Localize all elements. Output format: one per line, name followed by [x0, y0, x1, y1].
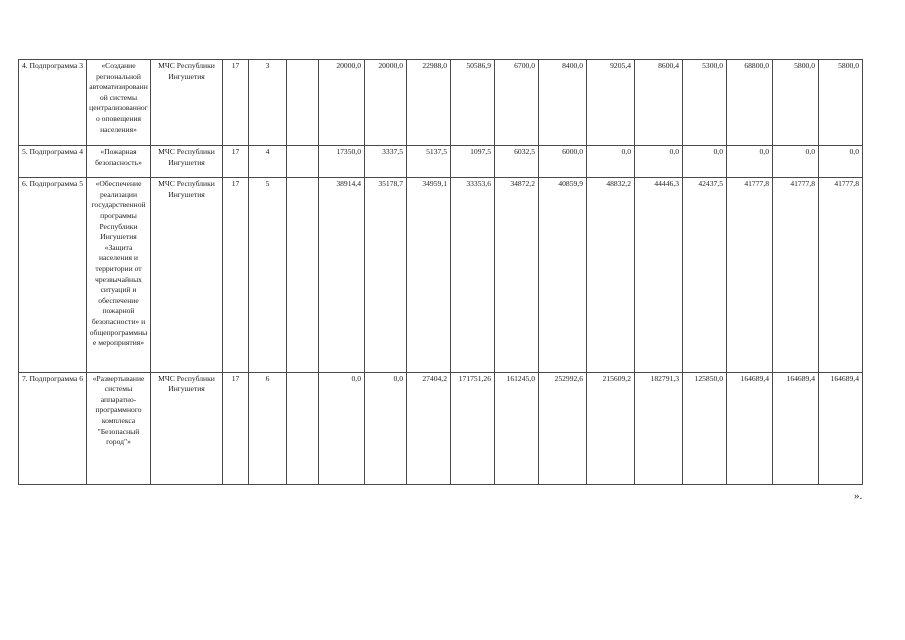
subprogram-name: 4. Подпрограмма 3 — [19, 60, 87, 146]
subprogram-title: «Развертывание системы аппаратно-программного комплекса "Безопасный город"» — [87, 372, 151, 484]
subprogram-title: «Обеспечение реализации государственной программы Республики Ингушетия «Защита населения и территории от чрезвычайных ситуаций и обеспечение пожарной безопасности» и общепрограммные мероприятия» — [87, 178, 151, 372]
value-cell: 5137,5 — [407, 146, 451, 178]
value-cell: 40859,9 — [539, 178, 587, 372]
value-cell: 41777,8 — [727, 178, 773, 372]
value-cell: 0,0 — [365, 372, 407, 484]
code-cell: 17 — [223, 178, 249, 372]
table-row — [19, 372, 863, 484]
value-cell: 164689,4 — [819, 372, 863, 484]
value-cell: 27404,2 — [407, 372, 451, 484]
value-cell: 34959,1 — [407, 178, 451, 372]
value-cell: 50586,9 — [451, 60, 495, 146]
value-cell: 17350,0 — [319, 146, 365, 178]
value-cell: 1097,5 — [451, 146, 495, 178]
value-cell: 164689,4 — [773, 372, 819, 484]
code-cell: 17 — [223, 372, 249, 484]
value-cell: 48832,2 — [587, 178, 635, 372]
code-cell — [287, 372, 319, 484]
value-cell: 182791,3 — [635, 372, 683, 484]
value-cell: 0,0 — [587, 146, 635, 178]
responsible-org: МЧС Республики Ингушетия — [151, 178, 223, 372]
responsible-org: МЧС Республики Ингушетия — [151, 146, 223, 178]
value-cell: 41777,8 — [773, 178, 819, 372]
value-cell: 215609,2 — [587, 372, 635, 484]
code-cell: 5 — [249, 178, 287, 372]
value-cell: 125850,0 — [683, 372, 727, 484]
value-cell: 8400,0 — [539, 60, 587, 146]
value-cell: 164689,4 — [727, 372, 773, 484]
code-cell: 6 — [249, 372, 287, 484]
value-cell: 6700,0 — [495, 60, 539, 146]
value-cell: 0,0 — [635, 146, 683, 178]
value-cell: 0,0 — [319, 372, 365, 484]
subprogram-title: «Пожарная безопасность» — [87, 146, 151, 178]
value-cell: 68800,0 — [727, 60, 773, 146]
value-cell: 0,0 — [819, 146, 863, 178]
value-cell: 5800,0 — [819, 60, 863, 146]
value-cell: 44446,3 — [635, 178, 683, 372]
closing-quote-mark: ». — [854, 490, 863, 502]
code-cell — [287, 178, 319, 372]
value-cell: 6032,5 — [495, 146, 539, 178]
subprogram-title: «Создание региональной автоматизированной системы централизованного оповещения населения» — [87, 60, 151, 146]
subprogram-name: 6. Подпрограмма 5 — [19, 178, 87, 372]
code-cell: 17 — [223, 60, 249, 146]
responsible-org: МЧС Республики Ингушетия — [151, 372, 223, 484]
value-cell: 6000,0 — [539, 146, 587, 178]
code-cell: 17 — [223, 146, 249, 178]
subprogram-name: 7. Подпрограмма 6 — [19, 372, 87, 484]
value-cell: 8600,4 — [635, 60, 683, 146]
value-cell: 42437,5 — [683, 178, 727, 372]
value-cell: 0,0 — [727, 146, 773, 178]
value-cell: 171751,26 — [451, 372, 495, 484]
subprogram-name: 5. Подпрограмма 4 — [19, 146, 87, 178]
value-cell: 161245,0 — [495, 372, 539, 484]
value-cell: 252992,6 — [539, 372, 587, 484]
code-cell — [287, 146, 319, 178]
value-cell: 38914,4 — [319, 178, 365, 372]
program-funding-table — [18, 59, 863, 485]
value-cell: 22988,0 — [407, 60, 451, 146]
code-cell — [287, 60, 319, 146]
value-cell: 5300,0 — [683, 60, 727, 146]
code-cell: 4 — [249, 146, 287, 178]
responsible-org: МЧС Республики Ингушетия — [151, 60, 223, 146]
value-cell: 9205,4 — [587, 60, 635, 146]
table-row — [19, 178, 863, 372]
table-row — [19, 60, 863, 146]
value-cell: 0,0 — [773, 146, 819, 178]
value-cell: 34872,2 — [495, 178, 539, 372]
value-cell: 20000,0 — [319, 60, 365, 146]
value-cell: 33353,6 — [451, 178, 495, 372]
code-cell: 3 — [249, 60, 287, 146]
value-cell: 5800,0 — [773, 60, 819, 146]
value-cell: 20000,0 — [365, 60, 407, 146]
value-cell: 35178,7 — [365, 178, 407, 372]
value-cell: 3337,5 — [365, 146, 407, 178]
value-cell: 0,0 — [683, 146, 727, 178]
value-cell: 41777,8 — [819, 178, 863, 372]
table-row — [19, 146, 863, 178]
